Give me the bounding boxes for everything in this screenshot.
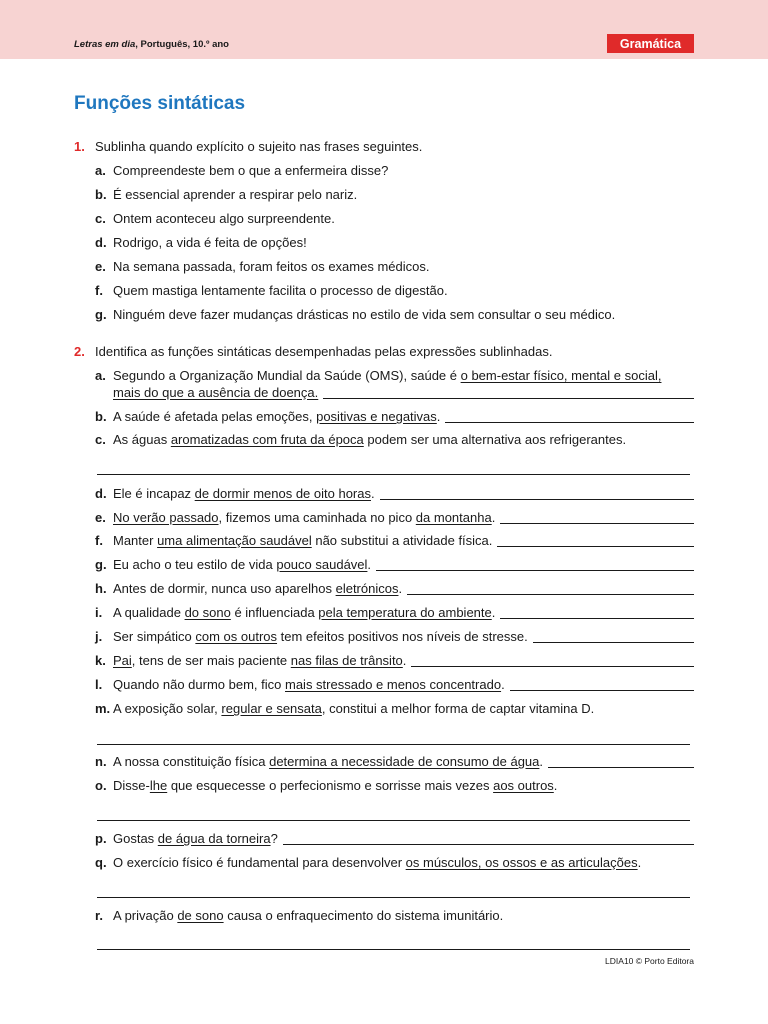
sentence-fragment: Gostas <box>113 831 158 846</box>
underlined-expression: pouco saudável <box>276 557 368 572</box>
answer-line[interactable] <box>97 744 690 745</box>
exercise-2-item-text <box>113 486 375 501</box>
exercise-2-item-text <box>113 831 278 846</box>
sentence-fragment: ? <box>270 831 278 846</box>
exercise-2-item-text-continued <box>113 385 318 400</box>
exercise-2-item-text <box>113 701 594 716</box>
sentence-fragment: As águas <box>113 432 171 447</box>
exercise-2-item-text <box>113 368 661 383</box>
answer-line[interactable] <box>407 594 694 595</box>
sentence-fragment: não substitui a atividade física. <box>311 533 493 548</box>
sentence-fragment: . <box>539 754 544 769</box>
answer-line[interactable] <box>548 767 694 768</box>
underlined-expression: aromatizadas com fruta da época <box>170 432 364 447</box>
exercise-1-item-letter: e. <box>95 259 106 274</box>
underlined-expression: lhe <box>149 778 168 793</box>
sentence-fragment: . <box>637 855 642 870</box>
exercise-1-item-text: Rodrigo, a vida é feita de opções! <box>113 235 307 250</box>
sentence-fragment: Segundo a Organização Mundial da Saúde (OMS), saúde é <box>113 368 461 383</box>
underlined-expression: do sono <box>184 605 231 620</box>
exercise-1-instruction: Sublinha quando explícito o sujeito nas frases seguintes. <box>95 139 423 154</box>
sentence-fragment: . <box>553 778 558 793</box>
answer-line[interactable] <box>500 618 694 619</box>
sentence-fragment: Ele é incapaz <box>113 486 195 501</box>
exercise-2-item-text <box>113 432 626 447</box>
answer-line[interactable] <box>97 474 690 475</box>
exercise-1-item-letter: a. <box>95 163 106 178</box>
book-title: Letras em dia <box>74 39 136 50</box>
underlined-expression: positivas e negativas <box>316 409 437 424</box>
exercise-2-item-text <box>113 855 641 870</box>
underlined-expression: nas filas de trânsito <box>290 653 403 668</box>
sentence-fragment: que esquecesse o perfecionismo e sorrisse mais vezes <box>167 778 494 793</box>
exercise-1-item-letter: b. <box>95 187 107 202</box>
sentence-fragment: . <box>398 581 403 596</box>
sentence-fragment: A saúde é afetada pelas emoções, <box>113 409 317 424</box>
underlined-expression: os músculos, os ossos e as articulações <box>405 855 638 870</box>
answer-line[interactable] <box>445 422 694 423</box>
exercise-2-item-text <box>113 510 495 525</box>
exercise-2-item-letter: h. <box>95 581 107 596</box>
sentence-fragment: Eu acho o teu estilo de vida <box>113 557 277 572</box>
answer-line[interactable] <box>510 690 694 691</box>
exercise-2-item-text <box>113 409 440 424</box>
underlined-expression: mais do que a ausência de doença. <box>113 385 319 400</box>
answer-line[interactable] <box>376 570 694 571</box>
underlined-expression: determina a necessidade de consumo de água <box>269 754 540 769</box>
sentence-fragment: Quando não durmo bem, fico <box>113 677 285 692</box>
sentence-fragment: Manter <box>113 533 158 548</box>
exercise-2-item-text <box>113 557 371 572</box>
exercise-2-item-text <box>113 605 495 620</box>
sentence-fragment: A nossa constituição física <box>113 754 270 769</box>
exercise-2-item-letter: m. <box>95 701 111 716</box>
answer-line[interactable] <box>97 897 690 898</box>
book-subtitle: , Português, 10.º ano <box>135 39 229 50</box>
exercise-2-item-letter: r. <box>95 908 103 923</box>
answer-line[interactable] <box>533 642 694 643</box>
sentence-fragment: . <box>491 510 496 525</box>
exercise-2-instruction: Identifica as funções sintáticas desempenhadas pelas expressões sublinhadas. <box>95 344 553 359</box>
exercise-1-item-text: Ontem aconteceu algo surpreendente. <box>113 211 335 226</box>
sentence-fragment: , constitui a melhor forma de captar vitamina D. <box>321 701 595 716</box>
sentence-fragment: , tens de ser mais paciente <box>131 653 291 668</box>
exercise-1-item-letter: d. <box>95 235 107 250</box>
exercise-2-item-letter: k. <box>95 653 106 668</box>
exercise-2-item-letter: j. <box>95 629 103 644</box>
sentence-fragment: . <box>370 486 375 501</box>
exercise-2-item-letter: c. <box>95 432 106 447</box>
answer-line[interactable] <box>380 499 694 500</box>
underlined-expression: aos outros <box>493 778 554 793</box>
exercise-1-item-text: Quem mastiga lentamente facilita o processo de digestão. <box>113 283 448 298</box>
exercise-1-item-text: É essencial aprender a respirar pelo nariz. <box>113 187 358 202</box>
exercise-2-item-text <box>113 533 492 548</box>
exercise-2-item-letter: o. <box>95 778 107 793</box>
underlined-expression: uma alimentação saudável <box>157 533 312 548</box>
underlined-expression: eletrónicos <box>335 581 399 596</box>
exercise-1-item-text: Na semana passada, foram feitos os exames médicos. <box>113 259 430 274</box>
answer-line[interactable] <box>500 523 694 524</box>
exercise-2-item-text <box>113 629 528 644</box>
exercise-2-item-letter: f. <box>95 533 103 548</box>
sentence-fragment: podem ser uma alternativa aos refrigerantes. <box>363 432 627 447</box>
page-title: Funções sintáticas <box>74 93 246 114</box>
exercise-1-item-letter: g. <box>95 307 107 322</box>
underlined-expression: o bem-estar físico, mental e social, <box>460 368 662 383</box>
exercise-2-item-text <box>113 581 402 596</box>
exercise-2-item-text <box>113 677 505 692</box>
sentence-fragment: A exposição solar, <box>113 701 222 716</box>
underlined-expression: de água da torneira <box>157 831 271 846</box>
underlined-expression: regular e sensata <box>221 701 322 716</box>
answer-line[interactable] <box>97 820 690 821</box>
answer-line[interactable] <box>323 398 694 399</box>
exercise-2-item-letter: q. <box>95 855 107 870</box>
exercise-2-number: 2. <box>74 344 85 359</box>
sentence-fragment: Antes de dormir, nunca uso aparelhos <box>113 581 336 596</box>
exercise-2-item-letter: a. <box>95 368 106 383</box>
underlined-expression: Pai <box>113 653 132 668</box>
exercise-2-item-letter: p. <box>95 831 107 846</box>
sentence-fragment: causa o enfraquecimento do sistema imunitário. <box>223 908 504 923</box>
answer-line[interactable] <box>97 949 690 950</box>
sentence-fragment: tem efeitos positivos nos níveis de stresse. <box>277 629 528 644</box>
exercise-2-item-text <box>113 778 557 793</box>
exercise-2-item-letter: b. <box>95 409 107 424</box>
answer-line[interactable] <box>497 546 694 547</box>
underlined-expression: de sono <box>177 908 224 923</box>
underlined-expression: pela temperatura do ambiente <box>318 605 492 620</box>
sentence-fragment: . <box>402 653 407 668</box>
sentence-fragment: O exercício físico é fundamental para desenvolver <box>113 855 406 870</box>
underlined-expression: No verão passado <box>113 510 219 525</box>
sentence-fragment: . <box>436 409 441 424</box>
exercise-2-item-letter: e. <box>95 510 106 525</box>
exercise-1-item-letter: c. <box>95 211 106 226</box>
sentence-fragment: . <box>501 677 505 692</box>
exercise-2-item-text <box>113 653 406 668</box>
exercise-1-number: 1. <box>74 139 85 154</box>
exercise-2-item-letter: i. <box>95 605 103 620</box>
book-reference <box>74 39 229 50</box>
answer-line[interactable] <box>283 844 694 845</box>
sentence-fragment: . <box>367 557 372 572</box>
exercise-2-item-letter: l. <box>95 677 103 692</box>
sentence-fragment: . <box>491 605 496 620</box>
exercise-1-item-text: Ninguém deve fazer mudanças drásticas no estilo de vida sem consultar o seu médico. <box>113 307 616 322</box>
underlined-expression: com os outros <box>195 629 278 644</box>
answer-line[interactable] <box>411 666 694 667</box>
sentence-fragment: Ser simpático <box>113 629 196 644</box>
sentence-fragment: A qualidade <box>113 605 185 620</box>
sentence-fragment: Disse- <box>113 778 150 793</box>
section-badge: Gramática <box>607 34 694 53</box>
sentence-fragment: é influenciada <box>230 605 319 620</box>
exercise-2-item-text <box>113 754 543 769</box>
exercise-2-item-text <box>113 908 503 923</box>
underlined-expression: de dormir menos de oito horas <box>194 486 371 501</box>
exercise-2-item-letter: d. <box>95 486 107 501</box>
underlined-expression: da montanha <box>415 510 492 525</box>
underlined-expression: mais stressado e menos concentrado <box>285 677 502 692</box>
copyright-footer: LDIA10 © Porto Editora <box>605 956 694 966</box>
exercise-2-item-letter: n. <box>95 754 107 769</box>
exercise-1-item-text: Compreendeste bem o que a enfermeira disse? <box>113 163 389 178</box>
sentence-fragment: , fizemos uma caminhada no pico <box>218 510 416 525</box>
exercise-2-item-letter: g. <box>95 557 107 572</box>
sentence-fragment: A privação <box>113 908 178 923</box>
exercise-1-item-letter: f. <box>95 283 103 298</box>
